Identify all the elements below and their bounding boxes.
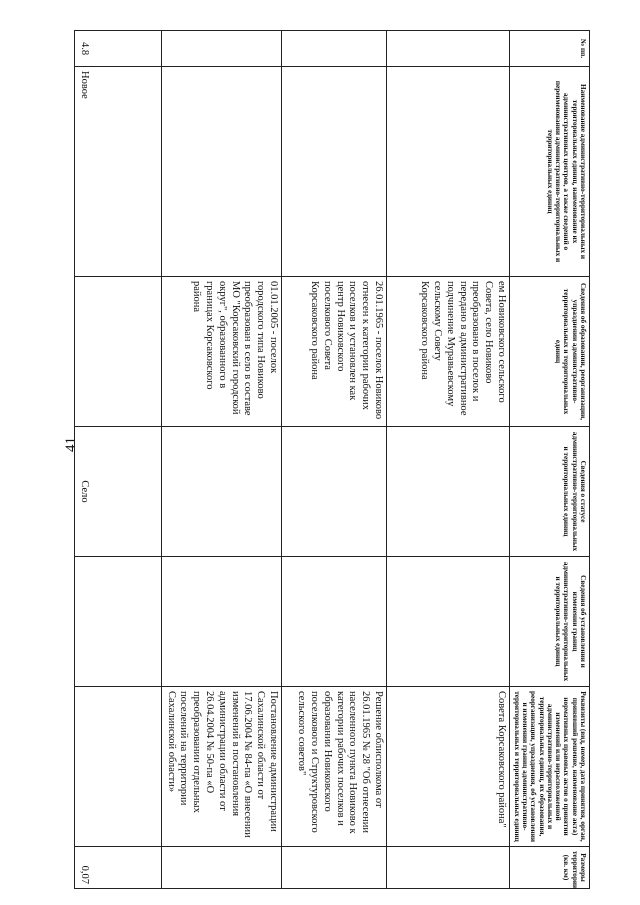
cell-name bbox=[282, 67, 387, 277]
header-area: Размеры территории (кв. км) bbox=[510, 847, 590, 889]
cell-num bbox=[387, 31, 510, 67]
cell-num bbox=[282, 31, 387, 67]
cell-boundary-change bbox=[74, 557, 161, 687]
cell-boundary-change bbox=[387, 557, 510, 687]
header-name: Наименование административно-территориальных и территориальных единиц, наименование их административных центров, а также сведений о переименовании административно-территориальных и территориальных единиц bbox=[510, 67, 590, 277]
cell-history: 26.01.1965 - поселок Новиково отнесен к категории рабочих поселков и установлен как центр Новиковского поселкового Совета Корсаковского района bbox=[282, 277, 387, 427]
cell-requisites: Совета Корсаковского района" bbox=[387, 687, 510, 847]
header-history: Сведения об образовании, реорганизации, упразднении административно-территориальных и территориальных единиц bbox=[510, 277, 590, 427]
cell-requisites: Решение облисполкома от 26.01.1965 № 28 "Об отнесении населенного пункта Новиково к категории рабочих поселков и образовании Новиковского поселкового и Структуровского сельского советов" bbox=[282, 687, 387, 847]
cell-status bbox=[282, 427, 387, 557]
table-row bbox=[387, 31, 510, 889]
table-row bbox=[282, 31, 387, 889]
table-row-4-8 bbox=[74, 31, 161, 889]
header-requisites: Реквизиты (вид, номер, дата принятия, орган, принявший решение, наименование акта) нормативных правовых актов о принятии изменений или нерасположенной административно-территориальных и территориальных единиц, их образования, реорганизации, упразднения, об установлении и изменении границ административно-территориальных и территориальных единиц bbox=[510, 687, 590, 847]
cell-status bbox=[161, 427, 281, 557]
cell-area bbox=[282, 847, 387, 889]
cell-name bbox=[387, 67, 510, 277]
cell-status bbox=[387, 427, 510, 557]
header-num: № пп. bbox=[510, 31, 590, 67]
cell-history bbox=[74, 277, 161, 427]
cell-boundary-change bbox=[282, 557, 387, 687]
document-table-wrapper bbox=[78, 30, 590, 890]
cell-requisites: Постановление администрации Сахалинской области от 17.06.2004 № 84-па «О внесении изменений в постановления администрации области от 26.04.2004 № 50-па «О преобразовании отдельных поселений на территории Сахалинской области» bbox=[161, 687, 281, 847]
cell-name bbox=[161, 67, 281, 277]
cell-requisites bbox=[74, 687, 161, 847]
header-status: Сведения о статусе административно-территориальных и территориальных единиц bbox=[510, 427, 590, 557]
cell-num-4-8: 4.8 bbox=[74, 31, 161, 67]
cell-area bbox=[387, 847, 510, 889]
page-number: 41 bbox=[63, 437, 79, 452]
cell-name-novoe: Новое bbox=[74, 67, 161, 277]
cell-history: 01.01.2005 - поселок городского типа Новиково преобразован в село в составе МО "Корсаковский городской округ", образованного в границах Корсаковского района bbox=[161, 277, 281, 427]
cell-history: ем Новиковского сельского Совета, село Новиково преобразовано в поселок и передано в административное подчинение Муравьевскому сельскому Совету Корсаковского района bbox=[387, 277, 510, 427]
cell-status-selo: Село bbox=[74, 427, 161, 557]
table-row bbox=[161, 31, 281, 889]
cell-area bbox=[161, 847, 281, 889]
header-boundary-change: Сведения об установлении и изменении границ административно-территориальных и территориальных единиц bbox=[510, 557, 590, 687]
cell-boundary-change bbox=[161, 557, 281, 687]
table-header-row bbox=[510, 31, 590, 889]
cell-num bbox=[161, 31, 281, 67]
registry-table bbox=[74, 30, 590, 889]
cell-area-value: 0,07 bbox=[74, 847, 161, 889]
